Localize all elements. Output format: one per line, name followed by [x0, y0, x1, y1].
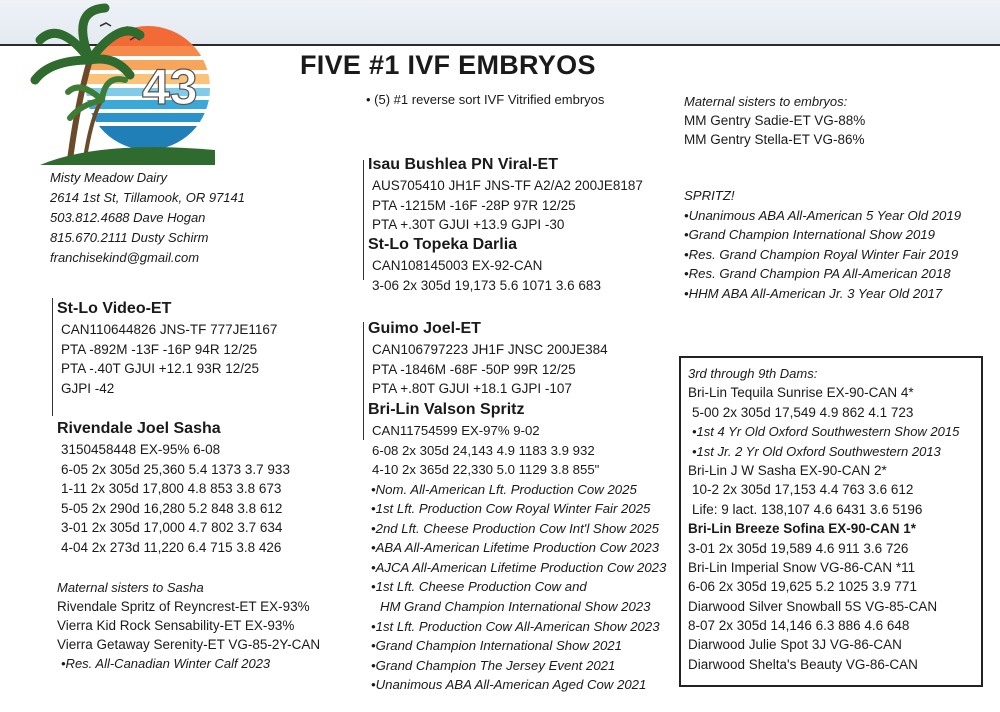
award-line: •Grand Champion International Show 2019 [684, 227, 935, 242]
sister-line: Vierra Kid Rock Sensability-ET EX-93% [57, 618, 295, 633]
dams-section [688, 364, 959, 674]
dam-line: 3-01 2x 305d 19,589 4.6 911 3.6 726 [688, 540, 909, 556]
dam-darlia-section [368, 234, 601, 295]
consignor-line: Misty Meadow Dairy [50, 170, 168, 185]
sister-note: •Res. All-Canadian Winter Calf 2023 [61, 656, 271, 671]
record-line: 4-04 2x 273d 11,220 6.4 715 3.8 426 [61, 539, 282, 555]
sister-line: MM Gentry Stella-ET VG-86% [684, 132, 865, 147]
award-line: •Res. Grand Champion Royal Winter Fair 2019 [684, 246, 959, 262]
dam-name: Rivendale Joel Sasha [57, 420, 221, 437]
divider [52, 298, 53, 416]
sister-line: Rivendale Spritz of Reyncrest-ET EX-93% [57, 599, 310, 614]
award-line: •1st Lft. Production Cow Royal Winter Fair 2025 [371, 501, 651, 517]
consignor-line: 815.670.2111 Dusty Schirm [50, 230, 209, 245]
info-line: CAN110644826 JNS-TF 777JE1167 [61, 322, 278, 337]
dam-line: Diarwood Julie Spot 3J VG-86-CAN [688, 637, 902, 653]
consignor-line: 503.812.4688 Dave Hogan [50, 210, 206, 225]
embryo-sisters-section [684, 92, 865, 149]
award-line: •1st Jr. 2 Yr Old Oxford Southwestern 2013 [692, 443, 941, 459]
info-line: PTA +.30T GJUI +13.9 GJPI -30 [372, 217, 565, 232]
sasha-sisters-section [57, 578, 320, 673]
dam-line: Bri-Lin J W Sasha EX-90-CAN 2* [688, 462, 887, 478]
award-line: •Unanimous ABA All-American Aged Cow 2021 [371, 677, 647, 693]
dam-line: Life: 9 lact. 138,107 4.6 6431 3.6 5196 [692, 501, 923, 517]
award-line: •Grand Champion International Show 2021 [371, 638, 622, 654]
award-line: •1st Lft. Production Cow All-American Show 2023 [371, 618, 660, 634]
subtitle: • (5) #1 reverse sort IVF Vitrified embryos [366, 92, 605, 107]
dam-sasha-section [57, 418, 290, 557]
sire-name: Isau Bushlea PN Viral-ET [368, 156, 558, 173]
info-line: PTA +.80T GJUI +18.1 GJPI -107 [372, 381, 572, 396]
info-line: PTA -.40T GJUI +12.1 93R 12/25 [61, 361, 259, 376]
sister-line: Vierra Getaway Serenity-ET VG-85-2Y-CAN [57, 637, 321, 652]
divider [363, 322, 364, 440]
info-line: CAN106797223 JH1F JNSC 200JE384 [372, 342, 608, 357]
dam-line: 8-07 2x 305d 14,146 6.3 886 4.6 648 [688, 618, 910, 634]
divider [363, 160, 364, 280]
award-line: •Unanimous ABA All-American 5 Year Old 2019 [684, 207, 962, 223]
award-line: •1st Lft. Cheese Production Cow and [371, 579, 587, 595]
sister-line: MM Gentry Sadie-ET VG-88% [684, 113, 866, 128]
record-line: 3-06 2x 305d 19,173 5.6 1071 3.6 683 [372, 277, 601, 293]
award-line: •1st 4 Yr Old Oxford Southwestern Show 2015 [692, 424, 960, 440]
dam-line: 10-2 2x 305d 17,153 4.4 763 3.6 612 [692, 482, 914, 498]
award-line: •Res. Grand Champion PA All-American 2018 [684, 266, 951, 281]
sire-name: Guimo Joel-ET [368, 320, 481, 337]
section-label: 3rd through 9th Dams: [688, 366, 818, 381]
award-line: HM Grand Champion International Show 2023 [380, 599, 651, 615]
consignor-email: franchisekind@gmail.com [50, 250, 200, 265]
dam-name: Bri-Lin Valson Spritz [368, 401, 525, 418]
palm-beach-sunset-icon [30, 0, 215, 165]
info-line: PTA -892M -13F -16P 94R 12/25 [61, 341, 258, 357]
dam-line: 5-00 2x 305d 17,549 4.9 862 4.1 723 [692, 404, 914, 420]
consignor-line: 2614 1st St, Tillamook, OR 97141 [50, 190, 245, 205]
dam-valson-section [368, 399, 666, 695]
award-line: •Grand Champion The Jersey Event 2021 [371, 657, 616, 673]
award-line: •Nom. All-American Lft. Production Cow 2025 [371, 481, 637, 497]
info-line: AUS705410 JH1F JNS-TF A2/A2 200JE8187 [372, 178, 643, 193]
section-label: SPRITZ! [684, 188, 735, 203]
spritz-awards-section [684, 186, 961, 303]
record-line: 3-01 2x 305d 17,000 4.7 802 3.7 634 [61, 520, 283, 535]
dam-name: St-Lo Topeka Darlia [368, 236, 518, 253]
record-line: 6-08 2x 305d 24,143 4.9 1183 3.9 932 [372, 442, 595, 458]
award-line: •AJCA All-American Lifetime Production Cow 2023 [371, 559, 667, 575]
dam-line: Diarwood Shelta's Beauty VG-86-CAN [688, 656, 918, 672]
dam-line: Bri-Lin Imperial Snow VG-86-CAN *11 [688, 559, 916, 575]
record-line: 5-05 2x 290d 16,280 5.2 848 3.8 612 [61, 500, 283, 516]
lot-number: 43 [142, 59, 198, 115]
award-line: •2nd Lft. Cheese Production Cow Int'l Show 2025 [371, 520, 659, 536]
info-line: CAN108145003 EX-92-CAN [372, 258, 543, 273]
info-line: PTA -1846M -68F -50P 99R 12/25 [372, 361, 576, 377]
record-line: 6-05 2x 305d 25,360 5.4 1373 3.7 933 [61, 461, 290, 477]
dam-line: Bri-Lin Breeze Sofina EX-90-CAN 1* [688, 521, 917, 537]
record-line: 4-10 2x 365d 22,330 5.0 1129 3.8 855" [372, 462, 600, 477]
dam-line: 6-06 2x 305d 19,625 5.2 1025 3.9 771 [688, 579, 917, 595]
info-line: CAN11754599 EX-97% 9-02 [372, 423, 540, 438]
section-label: Maternal sisters to Sasha [57, 580, 204, 595]
sire-joel-section [368, 318, 608, 399]
consignor-info [50, 168, 245, 268]
sire-name: St-Lo Video-ET [57, 300, 172, 317]
dam-line: Bri-Lin Tequila Sunrise EX-90-CAN 4* [688, 385, 914, 401]
page-title: FIVE #1 IVF EMBRYOS [300, 50, 596, 80]
info-line: GJPI -42 [61, 380, 115, 396]
record-line: 1-11 2x 305d 17,800 4.8 853 3.8 673 [61, 481, 282, 496]
award-line: •ABA All-American Lifetime Production Cow 2023 [371, 540, 660, 556]
section-label: Maternal sisters to embryos: [684, 94, 848, 109]
info-line: 3150458448 EX-95% 6-08 [61, 442, 221, 457]
sire-viral-section [368, 154, 643, 235]
sire-video-section [57, 298, 277, 398]
dam-line: Diarwood Silver Snowball 5S VG-85-CAN [688, 598, 938, 614]
info-line: PTA -1215M -16F -28P 97R 12/25 [372, 197, 576, 213]
award-line: •HHM ABA All-American Jr. 3 Year Old 2017 [684, 285, 943, 301]
